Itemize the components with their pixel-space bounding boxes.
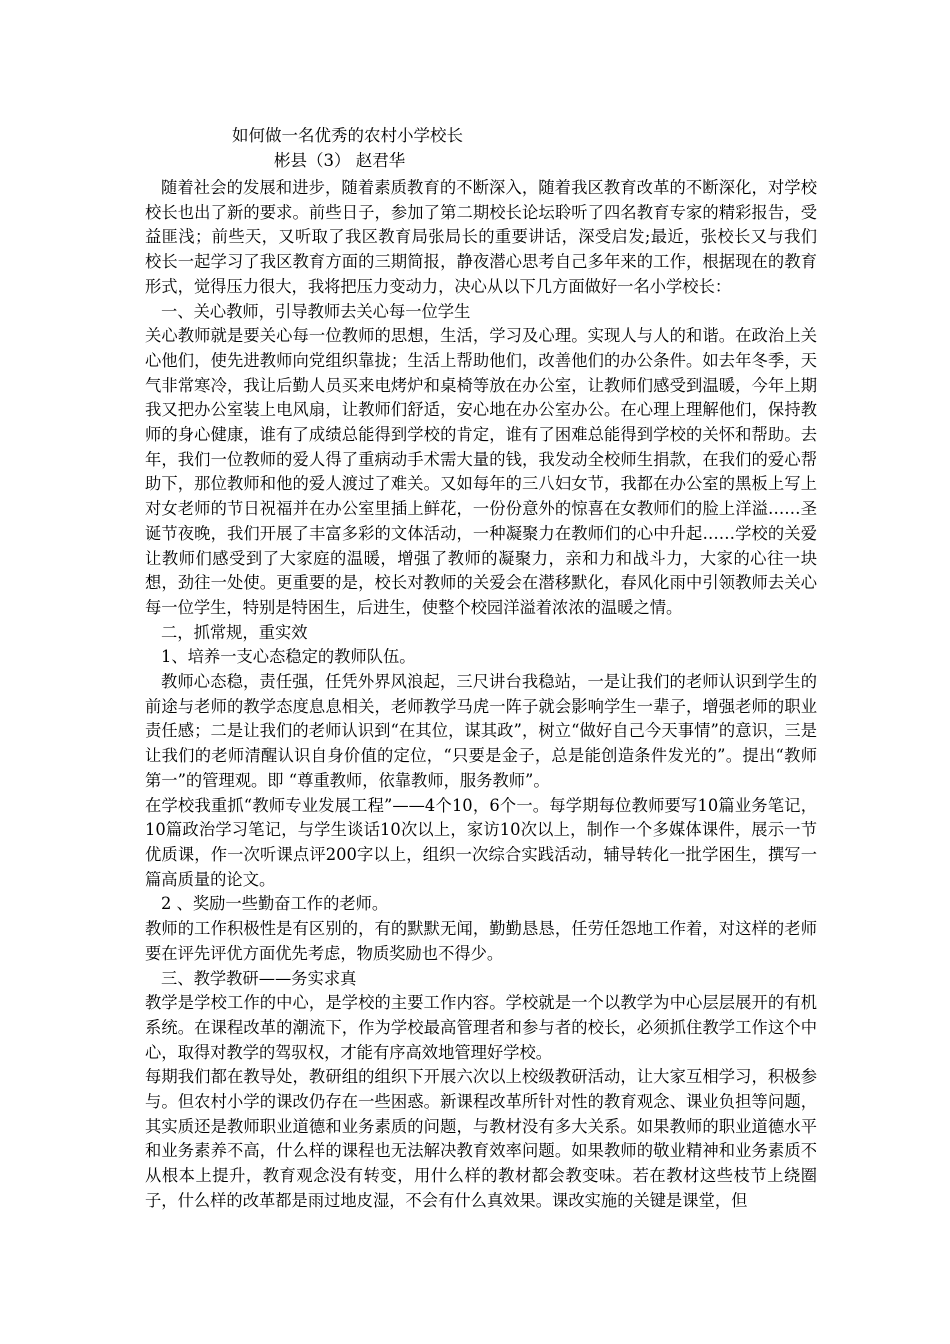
paragraph: 关心教师就是要关心每一位教师的思想，生活，学习及心理。实现人与人的和谐。在政治上关心他们，使先进教师向党组织靠拢；生活上帮助他们，改善他们的办公条件。如去年冬季，天气非常寒冷，我让后勤人员买来电烤炉和桌椅等放在办公室，让教师们感受到温暖，今年上期我又把办公室装上电风扇，让教师们舒适，安心地在办公室办公。在心理上理解他们，保持教师的身心健康，谁有了成绩总能得到学校的肯定，谁有了困难总能得到学校的关怀和帮助。去年，我们一位教师的爱人得了重病动手术需大量的钱，我发动全校师生捐款，在我们的爱心帮助下，那位教师和他的爱人渡过了难关。又如每年的三八妇女节，我都在办公室的黑板上写上对女老师的节日祝福并在办公室里插上鲜花，一份份意外的惊喜在女教师们的脸上洋溢……圣诞节夜晚，我们开展了丰富多彩的文体活动，一种凝聚力在教师们的心中升起……学校的关爱让教师们感受到了大家庭的温暖，增强了教师的凝聚力，亲和力和战斗力，大家的心往一块想，劲往一处使。更重要的是，校长对教师的关爱会在潜移默化，春风化雨中引领教师去关心每一位学生，特别是特困生，后进生，使整个校园洋溢着浓浓的温暖之情。	[145, 326, 817, 617]
paragraph: 教学是学校工作的中心，是学校的主要工作内容。学校就是一个以教学为中心层层展开的有机系统。在课程改革的潮流下，作为学校最高管理者和参与者的校长，必须抓住教学工作这个中心，取得对教学的驾驭权，才能有序高效地管理好学校。	[145, 993, 817, 1062]
section-heading-3: 三、教学教研——务实求真	[161, 968, 357, 988]
document-body	[145, 176, 817, 1214]
document-title: 如何做一名优秀的农村小学校长	[232, 126, 463, 145]
document-author: 彬县（3） 赵君华	[274, 151, 406, 170]
paragraph: 每期我们都在教导处，教研组的组织下开展六次以上校级教研活动，让大家互相学习，积极参与。但农村小学的课改仍存在一些困惑。新课程改革所针对性的教育观念、课业负担等问题，其实质还是教师职业道德和业务素质的问题，与教材没有多大关系。如果教师的职业道德水平和业务素养不高，什么样的课程也无法解决教育效率问题。如果教师的敬业精神和业务素质不从根本上提升，教育观念没有转变，用什么样的教材都会教变味。若在教材这些枝节上绕圈子，什么样的改革都是雨过地皮湿，不会有什么真效果。课改实施的关键是课堂，但	[145, 1067, 817, 1210]
paragraph-intro: 随着社会的发展和进步，随着素质教育的不断深入，随着我区教育改革的不断深化，对学校校长也出了新的要求。前些日子，参加了第二期校长论坛聆听了四名教育专家的精彩报告，受益匪浅；前些天，又听取了我区教育局张局长的重要讲话，深受启发;最近，张校长又与我们校长一起学习了我区教育方面的三期简报，静夜潜心思考自己多年来的工作，根据现在的教育形式，觉得压力很大，我将把压力变动力，决心从以下几方面做好一名小学校长：	[145, 178, 817, 296]
paragraph: 教师心态稳，责任强，任凭外界风浪起，三尺讲台我稳站，一是让我们的老师认识到学生的前途与老师的教学态度息息相关，老师教学马虎一阵子就会影响学生一辈子，增强老师的职业责任感；二是让我们的老师认识到“在其位，谋其政”，树立“做好自己今天事情”的意识，三是让我们的老师清醒认识自身价值的定位，“只要是金子，总是能创造条件发光的”。提出“教师第一”的管理观。即 “尊重教师，依靠教师，服务教师”。	[145, 672, 817, 790]
paragraph: 教师的工作积极性是有区别的，有的默默无闻，勤勤恳恳，任劳任怨地工作着，对这样的老师要在评先评优方面优先考虑，物质奖励也不得少。	[145, 919, 817, 963]
subsection-heading: 1、培养一支心态稳定的教师队伍。	[161, 647, 416, 667]
paragraph: 在学校我重抓“教师专业发展工程”——4个10，6个一。每学期每位教师要写10篇业务笔记，10篇政治学习笔记，与学生谈话10次以上，家访10次以上，制作一个多媒体课件，展示一节优质课，作一次听课点评200字以上，组织一次综合实践活动，辅导转化一批学困生，撰写一篇高质量的论文。	[145, 795, 817, 889]
section-heading-1: 一、关心教师，引导教师去关心每一位学生	[161, 301, 471, 321]
subsection-heading: 2 、奖励一些勤奋工作的老师。	[161, 894, 389, 914]
section-heading-2: 二，抓常规，重实效	[161, 622, 308, 642]
